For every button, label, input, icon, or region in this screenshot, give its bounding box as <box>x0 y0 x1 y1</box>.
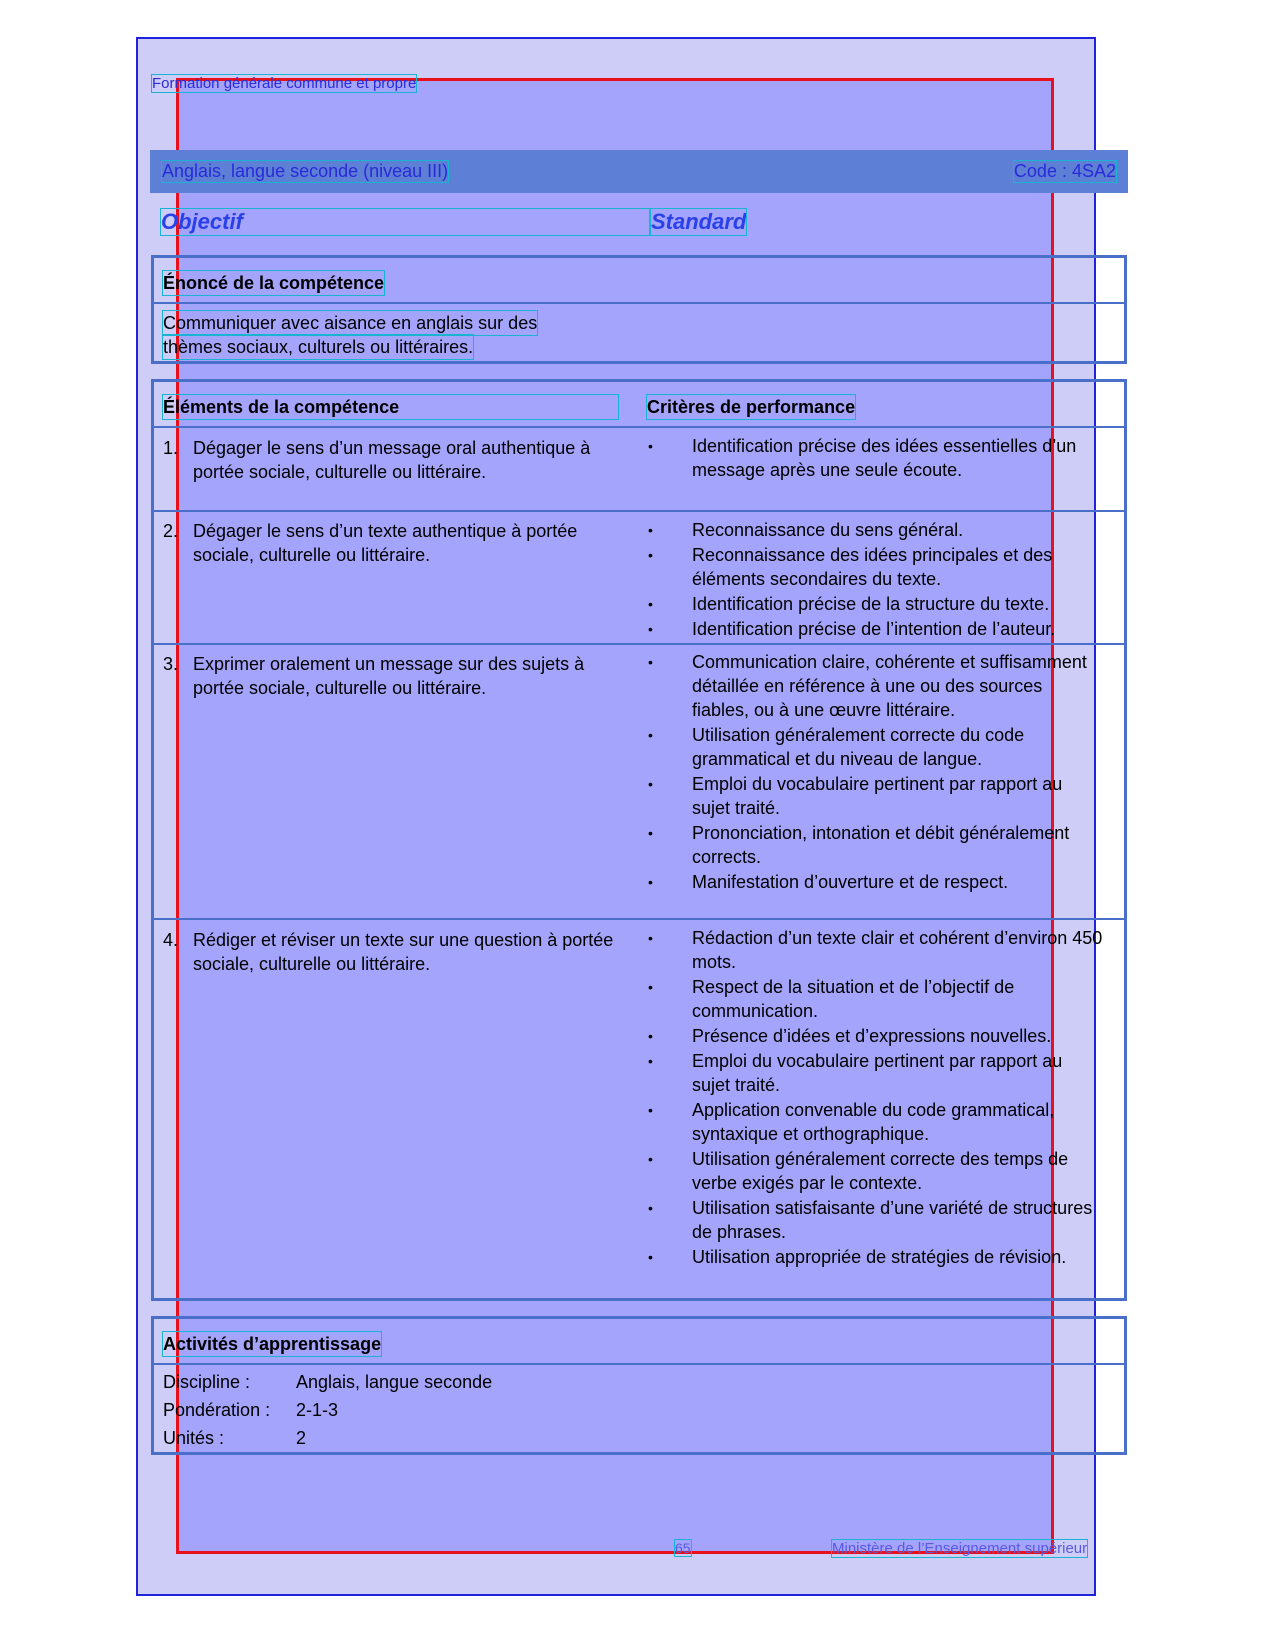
elements-box <box>151 379 1127 1301</box>
element-2-text: Dégager le sens d’un texte authentique à portée sociale, culturelle ou littéraire. <box>193 521 578 565</box>
element-2: 2. Dégager le sens d’un texte authentique à portée sociale, culturelle ou littéraire. <box>163 521 578 565</box>
discipline-label: Discipline : <box>163 1372 251 1392</box>
criteria-list-2 <box>648 518 1108 642</box>
course-header-bar <box>150 150 1128 193</box>
objective-heading: Objectif <box>161 209 649 235</box>
criterion: • Communication claire, cohérente et suffisamment détaillée en référence à une ou des sources fiables, ou à une œuvre littéraire. <box>648 652 1087 720</box>
elements-heading: Éléments de la compétence <box>163 395 618 419</box>
activities-box <box>151 1316 1127 1455</box>
criterion: • Emploi du vocabulaire pertinent par rapport au sujet traité. <box>648 1051 1063 1095</box>
unites-value: 2 <box>296 1428 307 1448</box>
criterion: • Reconnaissance du sens général. <box>648 520 964 540</box>
course-title: Anglais, langue seconde (niveau III) <box>162 161 449 181</box>
element-1: 1. Dégager le sens d’un message oral authentique à portée sociale, culturelle ou littéraire. <box>163 438 591 482</box>
criteria-heading: Critères de performance <box>647 397 856 417</box>
criterion: • Identification précise des idées essentielles d’un message après une seule écoute. <box>648 436 1077 480</box>
discipline-value: Anglais, langue seconde <box>296 1372 493 1392</box>
page-number: 65 <box>675 1540 691 1556</box>
criterion: • Identification précise de la structure du texte. <box>648 594 1050 614</box>
course-code: Code : 4SA2 <box>1013 161 1116 181</box>
element-3: 3. Exprimer oralement un message sur des sujets à portée sociale, culturelle ou littéraire. <box>163 654 585 698</box>
ponderation-label: Pondération : <box>163 1400 271 1420</box>
competence-box <box>151 255 1127 364</box>
footer-ministry: Ministère de l’Enseignement supérieur <box>832 1540 1088 1557</box>
standard-heading: Standard <box>651 209 747 234</box>
element-3-text: Exprimer oralement un message sur des sujets à portée sociale, culturelle ou littéraire. <box>193 654 585 698</box>
criterion: • Emploi du vocabulaire pertinent par rapport au sujet traité. <box>648 774 1063 818</box>
criterion: • Manifestation d’ouverture et de respect. <box>648 872 1009 892</box>
criterion: • Application convenable du code grammatical, syntaxique et orthographique. <box>648 1100 1055 1144</box>
criterion: • Utilisation généralement correcte du code grammatical et du niveau de langue. <box>648 725 1025 769</box>
element-4-text: Rédiger et réviser un texte sur une question à portée sociale, culturelle ou littéraire. <box>193 930 614 974</box>
criterion: • Rédaction d’un texte clair et cohérent d’environ 450 mots. <box>648 928 1103 972</box>
criterion: • Présence d’idées et d’expressions nouvelles. <box>648 1026 1052 1046</box>
element-4: 4. Rédiger et réviser un texte sur une question à portée sociale, culturelle ou littéraire. <box>163 930 614 974</box>
criterion: • Utilisation généralement correcte des temps de verbe exigés par le contexte. <box>648 1149 1069 1193</box>
criteria-list-1 <box>648 434 1093 483</box>
criterion: • Reconnaissance des idées principales et des éléments secondaires du texte. <box>648 545 1053 589</box>
criteria-list-4 <box>648 926 1103 1270</box>
unites-label: Unités : <box>163 1428 225 1448</box>
competence-text-line1: Communiquer avec aisance en anglais sur des <box>163 313 538 333</box>
ponderation-row <box>163 1400 338 1421</box>
criterion: • Utilisation satisfaisante d’une variété de structures de phrases. <box>648 1198 1093 1242</box>
activities-heading: Activités d’apprentissage <box>163 1334 382 1354</box>
element-1-text: Dégager le sens d’un message oral authentique à portée sociale, culturelle ou littéraire. <box>193 438 591 482</box>
competence-heading: Énoncé de la compétence <box>163 273 385 293</box>
criterion: • Identification précise de l’intention de l’auteur. <box>648 619 1056 639</box>
criteria-list-3 <box>648 650 1098 895</box>
unites-row <box>163 1428 306 1449</box>
section-label: Formation générale commune et propre <box>152 75 417 92</box>
criterion: • Respect de la situation et de l’objectif de communication. <box>648 977 1015 1021</box>
discipline-row <box>163 1372 492 1393</box>
ponderation-value: 2-1-3 <box>296 1400 339 1420</box>
competence-text-line2: thèmes sociaux, culturels ou littéraires. <box>163 337 474 357</box>
criterion: • Prononciation, intonation et débit généralement corrects. <box>648 823 1070 867</box>
criterion: • Utilisation appropriée de stratégies de révision. <box>648 1247 1067 1267</box>
